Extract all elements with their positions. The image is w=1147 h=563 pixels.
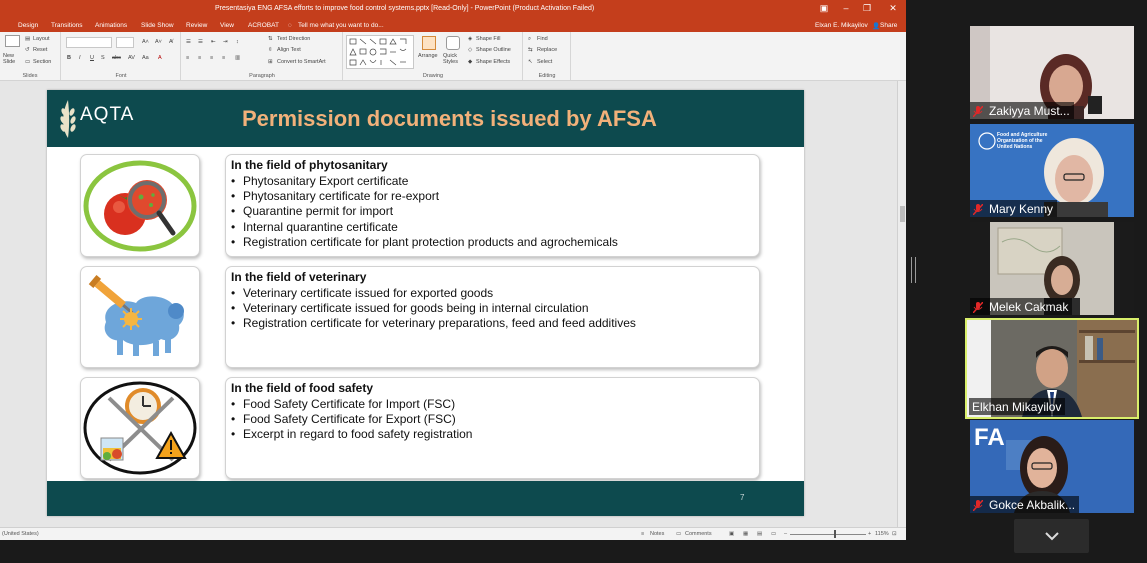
section-heading: In the field of veterinary [231,270,367,284]
close-icon[interactable]: ✕ [889,3,897,13]
food-safety-section [231,381,472,444]
list-item: • Phytosanitary certificate for re-export [231,189,440,204]
shapes-gallery[interactable] [346,35,414,69]
quick-styles-button[interactable]: Quick Styles [443,53,458,65]
smartart-icon: ⊞ [268,59,273,65]
sidebar-resize-handle[interactable] [911,257,916,283]
lightbulb-icon: ◌ [288,22,292,29]
tab-review[interactable]: Review [186,22,208,29]
chevron-down-icon [1044,531,1060,541]
scroll-thumb[interactable] [900,206,905,222]
participant-name-bar [970,496,1079,513]
comments-button[interactable]: Comments [685,531,712,537]
participant-name-bar [970,200,1057,217]
ribbon-display-icon[interactable]: ▣ [819,3,829,13]
mic-muted-icon [973,106,983,117]
phytosanitary-section [231,158,618,251]
vertical-scrollbar[interactable] [897,81,906,527]
phytosanitary-image [80,154,200,257]
font-name-input[interactable] [66,37,112,48]
slide-header [47,90,804,147]
mic-muted-icon [973,204,983,215]
restore-icon[interactable]: ❐ [862,3,872,13]
justify-icon[interactable]: ≡ [222,55,226,61]
share-button[interactable]: Share [880,22,898,29]
food-safety-list [231,398,472,442]
zoom-slider[interactable] [790,534,866,535]
paragraph-group [182,32,343,80]
fao-background-text: FA [974,424,1005,451]
bullet: • [231,286,236,300]
tomato-magnifier-icon [81,155,199,256]
tell-me-box[interactable]: Tell me what you want to do... [298,22,384,29]
status-bar [0,527,906,540]
shape-effects-button[interactable]: Shape Effects [476,59,511,65]
participant-name-bar [969,398,1065,415]
columns-icon[interactable]: ▥ [235,55,241,61]
user-name[interactable]: Elxan E. Mikayilov [815,22,868,29]
paragraph-group-label: Paragraph [249,73,275,79]
participant-name: Gokce Akbalik... [989,498,1076,512]
align-center-icon[interactable]: ≡ [198,55,202,61]
list-item: • Veterinary certificate issued for goods being in internal circulation [231,301,589,316]
participant-tile-active[interactable] [967,320,1137,417]
layout-icon: ▤ [25,36,31,42]
select-button[interactable]: Select [537,59,553,65]
tab-design[interactable]: Design [18,22,39,29]
align-left-icon[interactable]: ≡ [186,55,190,61]
arrange-button[interactable]: Arrange [418,53,438,59]
font-color-icon[interactable]: A [158,55,162,61]
mic-muted-icon [973,500,983,511]
shapes-gallery-icon [347,36,413,68]
list-item: • Food Safety Certificate for Export (FSC) [231,412,456,427]
ribbon [0,32,906,81]
italic-icon[interactable]: I [79,55,81,61]
collapse-sidebar-button[interactable] [1014,519,1089,553]
editing-group-label: Editing [538,73,556,79]
tab-slide-show[interactable]: Slide Show [141,22,174,29]
tab-transitions[interactable]: Transitions [51,22,83,29]
participant-name-bar [970,102,1074,119]
participant-tile[interactable] [970,124,1134,217]
participant-tile[interactable] [970,26,1134,119]
underline-icon[interactable]: U [90,55,94,61]
list-item: • Phytosanitary Export certificate [231,174,409,188]
bullet: • [231,301,236,316]
bullet: • [231,397,236,411]
arrange-icon [422,36,436,50]
shape-fill-button[interactable]: Shape Fill [476,36,501,42]
slide-sorter-icon[interactable]: ▦ [743,531,749,537]
shape-outline-button[interactable]: Shape Outline [476,47,511,53]
zoom-level[interactable]: 115% [875,531,889,537]
zoom-out-icon[interactable]: – [784,531,788,537]
slides-group [0,32,61,80]
participant-tile[interactable] [970,222,1134,315]
font-group-label: Font [115,73,127,79]
window-title: Presentasiya ENG AFSA efforts to improve food control systems.pptx [Read-Only] - PowerPoint (Product Activation Failed) [215,5,595,12]
sheep-syringe-icon [81,267,199,367]
text-direction-button[interactable]: Text Direction [277,36,311,42]
zoom-slider-thumb[interactable] [834,530,836,538]
drawing-group [344,32,523,80]
list-item: • Registration certificate for plant protection products and agrochemicals [231,234,618,249]
participant-tile[interactable] [970,420,1134,513]
select-icon: ↖ [528,59,533,65]
list-item: • Registration certificate for veterinary preparations, feed and feed additives [231,316,636,331]
strikethrough-icon[interactable]: abc [112,55,121,61]
food-safety-icon [81,378,199,478]
drawing-group-label: Drawing [422,73,444,79]
logo-text: AQTA [80,104,135,125]
align-text-icon: ⇳ [268,47,273,53]
bullet: • [231,189,236,204]
grow-font-icon[interactable]: A˄ [142,39,149,45]
replace-icon: ⇆ [528,47,533,53]
language-status[interactable]: (United States) [2,531,39,537]
new-slide-button[interactable]: New Slide [3,53,16,65]
list-item: • Excerpt in regard to food safety registration [231,427,473,442]
participant-name-bar [970,298,1072,315]
participant-name: Elkhan Mikayilov [972,400,1062,414]
bullet: • [231,234,236,249]
reading-view-icon[interactable]: ▤ [757,531,763,537]
notes-button[interactable]: Notes [650,531,665,537]
participant-name: Zakiyya Must... [989,104,1070,118]
font-size-input[interactable] [116,37,134,48]
comments-icon: ▭ [676,531,682,537]
fao-background-text: Food and Agriculture Organization of the United Nations [997,132,1048,150]
shape-effects-icon: ◆ [468,59,473,65]
reset-icon: ↺ [25,47,30,53]
bullet: • [231,219,236,234]
tab-acrobat[interactable]: ACROBAT [248,22,279,29]
slide-title: Permission documents issued by AFSA [242,106,657,131]
slide [47,90,804,516]
slide-footer [47,481,804,516]
reset-button[interactable]: Reset [33,47,48,53]
list-item: • Internal quarantine certificate [231,219,398,234]
list-item: • Food Safety Certificate for Import (FSC) [231,397,456,411]
section-button[interactable]: Section [33,59,52,65]
quick-styles-icon [446,36,460,50]
numbering-icon[interactable]: ☰ [198,39,203,45]
ribbon-tabs [0,21,906,32]
font-group [62,32,181,80]
veterinary-section [231,270,636,333]
list-item: • Veterinary certificate issued for exported goods [231,286,494,300]
indent-decrease-icon[interactable]: ⇤ [211,39,216,45]
participant-name: Mary Kenny [989,202,1054,216]
section-icon: ▭ [25,59,31,65]
spacing-icon[interactable]: AV [128,55,135,61]
fit-slide-icon[interactable]: ⊡ [892,531,897,537]
bullet: • [231,174,236,188]
find-button[interactable]: Find [537,36,548,42]
find-icon: ⌕ [528,36,532,42]
line-spacing-icon[interactable]: ↕ [236,39,239,45]
layout-button[interactable]: Layout [33,36,50,42]
veterinary-list [231,287,636,331]
bullet: • [231,427,236,442]
replace-button[interactable]: Replace [537,47,558,53]
mic-muted-icon [973,302,983,313]
share-icon: 👤 [872,23,881,30]
change-case-icon[interactable]: Aa [142,55,149,61]
ppt-title-bar [0,0,906,21]
bullets-icon[interactable]: ☰ [186,39,191,45]
slideshow-view-icon[interactable]: ▭ [771,531,777,537]
veterinary-image [80,266,200,368]
shadow-icon[interactable]: S [101,55,105,61]
minimize-icon[interactable]: – [843,3,849,13]
list-item: • Quarantine permit for import [231,204,394,219]
tab-view[interactable]: View [220,22,234,29]
slide-number: 7 [740,493,745,502]
shape-fill-icon: ◈ [468,36,473,42]
section-heading: In the field of food safety [231,381,374,395]
shrink-font-icon[interactable]: A˅ [155,39,162,45]
convert-smartart-button[interactable]: Convert to SmartArt [277,59,326,65]
phytosanitary-list [231,175,618,250]
bullet: • [231,316,236,331]
bullet: • [231,412,236,427]
new-slide-icon[interactable] [5,35,20,47]
tab-animations[interactable]: Animations [95,22,128,29]
participant-name: Melek Cakmak [989,300,1069,314]
text-direction-icon: ⇅ [268,36,273,42]
shape-outline-icon: ◇ [468,47,473,53]
clear-format-icon[interactable]: A̸ [169,39,173,45]
slides-group-label: Slides [22,73,38,79]
editing-group [524,32,571,80]
indent-increase-icon[interactable]: ⇥ [223,39,228,45]
food-safety-image [80,377,200,479]
align-text-button[interactable]: Align Text [277,47,301,53]
section-heading: In the field of phytosanitary [231,158,388,172]
zoom-in-icon[interactable]: + [868,531,872,537]
bullet: • [231,204,236,219]
align-right-icon[interactable]: ≡ [210,55,214,61]
bold-icon[interactable]: B [67,55,71,61]
notes-icon: ≡ [641,531,645,537]
normal-view-icon[interactable]: ▣ [729,531,735,537]
